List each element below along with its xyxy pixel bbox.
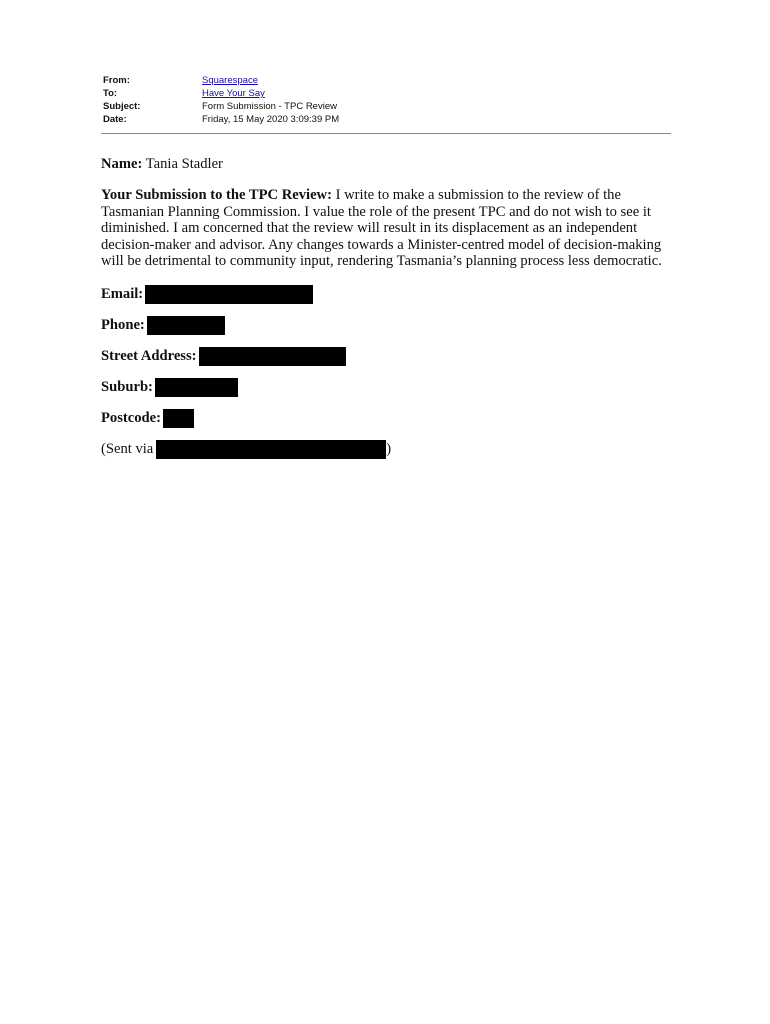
- submission-body: [101, 156, 673, 471]
- postcode-redaction: [163, 409, 194, 428]
- sent-via-redaction: [156, 440, 386, 459]
- name-value: Tania Stadler: [142, 156, 223, 172]
- subject-value: Form Submission - TPC Review: [202, 101, 337, 112]
- suburb-field: [101, 378, 673, 397]
- phone-label: Phone:: [101, 316, 145, 333]
- header-to-row: [103, 87, 339, 100]
- header-from-row: [103, 74, 339, 87]
- header-divider: [101, 133, 671, 134]
- review-text: I write to make a submission to the review of the Tasmanian Planning Commission. I value the role of the present TPC and do not wish to see it diminished. I am concerned that the review will result in its displacement as an independent decision-maker and advisor. Any changes towards a Minister-centred model of decision-making will be detrimental to community input, rendering Tasmania’s planning process less democratic.: [101, 187, 662, 270]
- to-label: To:: [103, 88, 118, 99]
- suburb-redaction: [155, 378, 238, 397]
- header-date-row: [103, 113, 339, 126]
- from-link[interactable]: Squarespace: [202, 75, 258, 86]
- review-label: Your Submission to the TPC Review:: [101, 187, 332, 204]
- email-redaction: [145, 285, 313, 304]
- email-label: Email:: [101, 285, 144, 302]
- postcode-field: [101, 409, 673, 428]
- to-link[interactable]: Have Your Say: [202, 88, 265, 99]
- name-label: Name:: [101, 156, 143, 172]
- sent-via-suffix: ): [386, 440, 392, 457]
- subject-label: Subject:: [103, 101, 141, 112]
- street-address-field: [101, 347, 673, 366]
- postcode-label: Postcode:: [101, 409, 161, 426]
- name-paragraph: [101, 156, 673, 173]
- date-label: Date:: [103, 114, 127, 125]
- from-label: From:: [103, 75, 130, 86]
- header-subject-row: [103, 100, 339, 113]
- suburb-label: Suburb:: [101, 378, 153, 395]
- review-paragraph: [101, 187, 673, 270]
- street-address-redaction: [199, 347, 346, 366]
- sent-via-line: [101, 440, 673, 459]
- phone-redaction: [147, 316, 225, 335]
- phone-field: [101, 316, 673, 335]
- sent-via-prefix: (Sent via: [101, 440, 154, 457]
- street-address-label: Street Address:: [101, 347, 197, 364]
- email-header: [103, 74, 339, 126]
- email-field: [101, 285, 673, 304]
- date-value: Friday, 15 May 2020 3:09:39 PM: [202, 114, 340, 125]
